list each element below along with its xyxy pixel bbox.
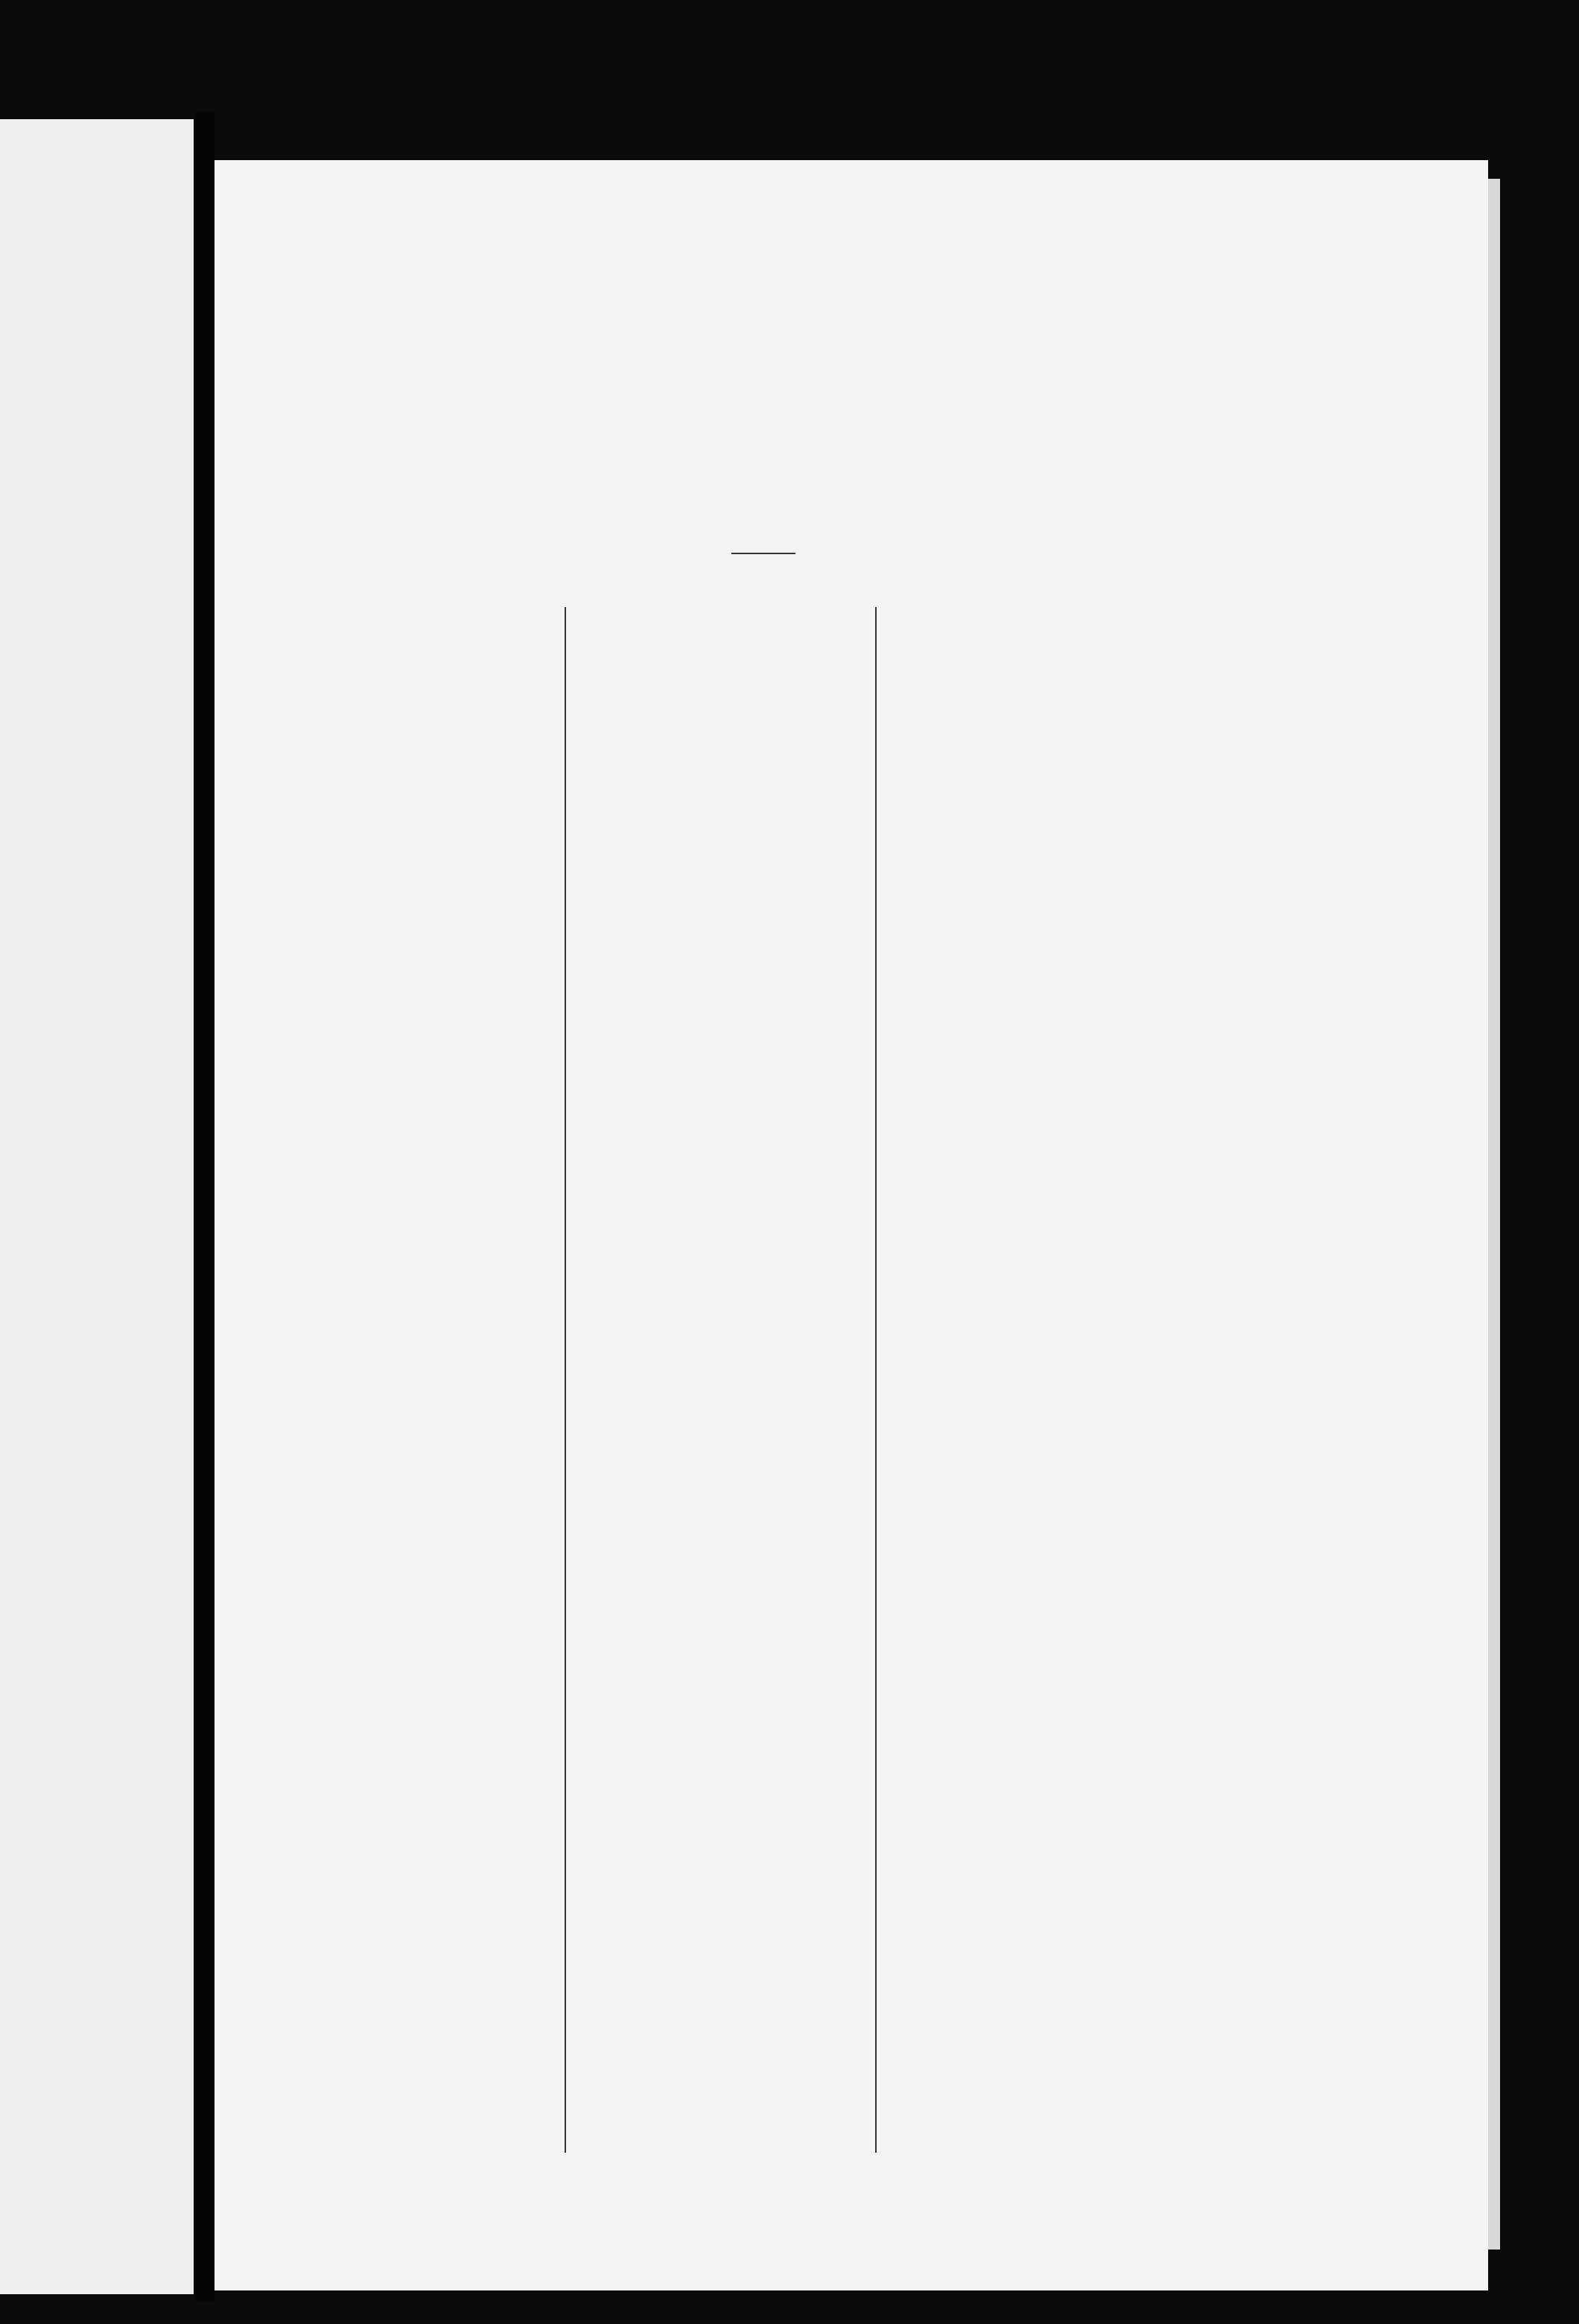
column-rule [565,607,566,2153]
section-rule [731,553,795,554]
book-gutter [195,112,215,2302]
left-page-fragment [0,119,194,2294]
column-rule [875,607,877,2153]
page [215,160,1488,2290]
